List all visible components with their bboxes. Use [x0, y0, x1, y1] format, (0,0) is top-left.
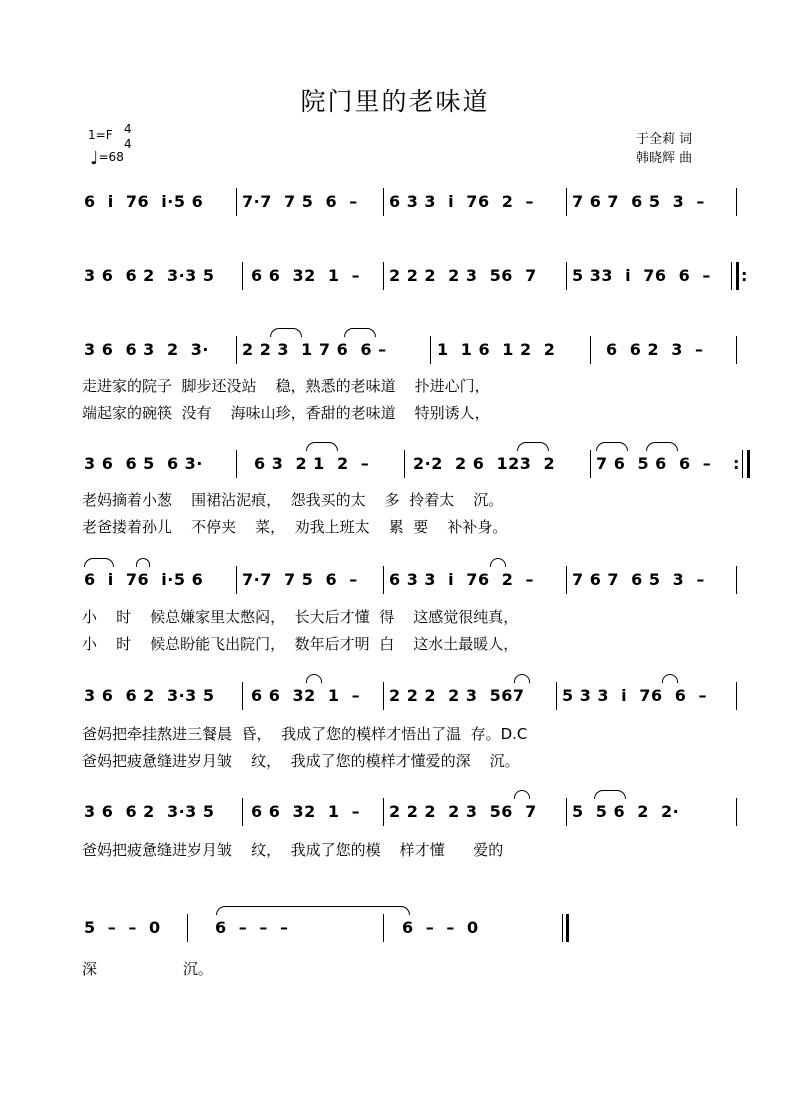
staff-row-4 [0, 454, 790, 478]
measure: 6 i 76 i·5 6 [84, 570, 204, 589]
barline [383, 262, 384, 290]
lyric-line: 老爸搂着孙儿 不停夹 菜， 劝我上班太 累 要 补补身。 [82, 518, 508, 536]
final-barline [566, 914, 569, 942]
time-signature [124, 122, 132, 152]
lyricist-credit: 于全莉 词 [636, 132, 693, 147]
measure: 6 – – 0 [402, 918, 479, 937]
barline [236, 566, 237, 594]
barline [556, 682, 557, 710]
barline [566, 566, 567, 594]
barline [590, 450, 591, 478]
staff-row-2 [0, 266, 790, 290]
measure: 3 6 6 5 6 3· [84, 454, 203, 473]
lyric-line: 老妈摘着小葱 围裙沾泥痕， 怨我买的太 多 拎着太 沉。 [82, 491, 504, 509]
staff-row-5 [0, 570, 790, 594]
barline [383, 682, 384, 710]
slur [270, 328, 302, 337]
composer-credit: 韩晓辉 曲 [636, 151, 693, 166]
measure: 2 2 2 2 3 56 7 [389, 802, 537, 821]
barline [383, 914, 384, 942]
barline [383, 566, 384, 594]
measure: 3 6 6 2 3·3 5 [84, 686, 215, 705]
measure: 5 – – 0 [84, 918, 161, 937]
barline [383, 188, 384, 216]
barline [736, 566, 737, 594]
lyric-line: 爸妈把疲惫缝进岁月皱 纹， 我成了您的模样才懂爱的深 沉。 [82, 752, 520, 770]
slur [662, 674, 678, 683]
barline [236, 188, 237, 216]
repeat-dots: : [733, 454, 740, 473]
slur [84, 558, 114, 567]
barline [242, 262, 243, 290]
measure: 3 6 6 3 2 3· [84, 340, 209, 359]
barline [736, 188, 737, 216]
repeat-barline [747, 450, 750, 478]
staff-row-3 [0, 340, 790, 364]
barline [187, 914, 188, 942]
staff-row-1 [0, 192, 790, 216]
slur [514, 790, 530, 799]
measure: 2 2 3 1 7 6 6 – [242, 340, 387, 359]
measure: 6 6 32 1 – [251, 686, 361, 705]
measure: 2·2 2 6 123 2 [413, 454, 556, 473]
measure: 3 6 6 2 3·3 5 [84, 266, 215, 285]
measure: 3 6 6 2 3·3 5 [84, 802, 215, 821]
measure: 2 2 2 2 3 567 [389, 686, 525, 705]
measure: 6 3 3 i 76 2 – [389, 192, 534, 211]
measure: 7·7 7 5 6 – [242, 570, 358, 589]
barline [430, 336, 431, 364]
measure: 5 3 3 i 76 6 – [562, 686, 707, 705]
tempo-value: =68 [98, 150, 124, 164]
barline [736, 682, 737, 710]
barline [236, 450, 237, 478]
measure: 6 6 2 3 – [606, 340, 704, 359]
lyric-line: 走进家的院子 脚步还没站 稳，熟悉的老味道 扑进心门， [82, 377, 490, 395]
measure: 7 6 7 6 5 3 – [572, 570, 705, 589]
slur [646, 442, 678, 451]
barline [736, 798, 737, 826]
repeat-dots: : [741, 266, 748, 285]
slur [344, 328, 376, 337]
barline [404, 450, 405, 478]
measure: 6 – – – [215, 918, 289, 937]
barline [242, 798, 243, 826]
measure: 1 1 6 1 2 2 [437, 340, 556, 359]
measure: 2 2 2 2 3 56 7 [389, 266, 537, 285]
measure: 6 6 32 1 – [251, 266, 361, 285]
lyric-line: 爸妈把疲惫缝进岁月皱 纹， 我成了您的模 样才懂 爱的 [82, 841, 504, 859]
staff-row-7 [0, 802, 790, 826]
barline [566, 188, 567, 216]
barline [236, 336, 237, 364]
slur [490, 558, 506, 567]
measure: 6 6 32 1 – [251, 802, 361, 821]
barline [742, 450, 743, 478]
measure: 5 5 6 2 2· [572, 802, 680, 821]
slur [514, 674, 530, 683]
slur [596, 442, 628, 451]
key-signature: 1=F [88, 128, 113, 142]
measure: 6 3 3 i 76 2 – [389, 570, 534, 589]
measure: 5 33 i 76 6 – [572, 266, 711, 285]
barline [590, 336, 591, 364]
tie [216, 906, 410, 915]
slur [517, 442, 549, 451]
slur [306, 442, 338, 451]
lyric-line: 端起家的碗筷 没有 海味山珍，香甜的老味道 特别诱人， [82, 404, 490, 422]
quarter-note-icon: ♩ [90, 148, 99, 169]
time-signature-bottom: 4 [124, 137, 132, 151]
repeat-barline [736, 262, 739, 290]
slur [136, 558, 150, 567]
lyric-line: 小 时 候总盼能飞出院门， 数年后才明 白 这水土最暖人， [82, 635, 519, 653]
measure: 7 6 7 6 5 3 – [572, 192, 705, 211]
barline [383, 798, 384, 826]
measure: 7 6 5 6 6 – [596, 454, 712, 473]
barline [566, 262, 567, 290]
lyric-line: 深 沉。 [82, 960, 213, 978]
measure: 6 3 2 1 2 – [254, 454, 370, 473]
staff-row-6 [0, 686, 790, 710]
barline [242, 682, 243, 710]
lyric-line: 爸妈把牵挂熬进三餐晨 昏， 我成了您的模样才悟出了温 存。D.C [82, 725, 528, 743]
barline [566, 798, 567, 826]
slur [594, 790, 626, 799]
barline [736, 336, 737, 364]
page-title: 院门里的老味道 [300, 87, 490, 116]
barline [562, 914, 563, 942]
staff-row-8 [0, 918, 790, 942]
measure: 6 i 76 i·5 6 [84, 192, 204, 211]
slur [306, 674, 322, 683]
barline [731, 262, 732, 290]
measure: 7·7 7 5 6 – [242, 192, 358, 211]
lyric-line: 小 时 候总嫌家里太憋闷， 长大后才懂 得 这感觉很纯真， [82, 608, 519, 626]
time-signature-top: 4 [124, 122, 132, 136]
tempo-marking [90, 148, 124, 169]
